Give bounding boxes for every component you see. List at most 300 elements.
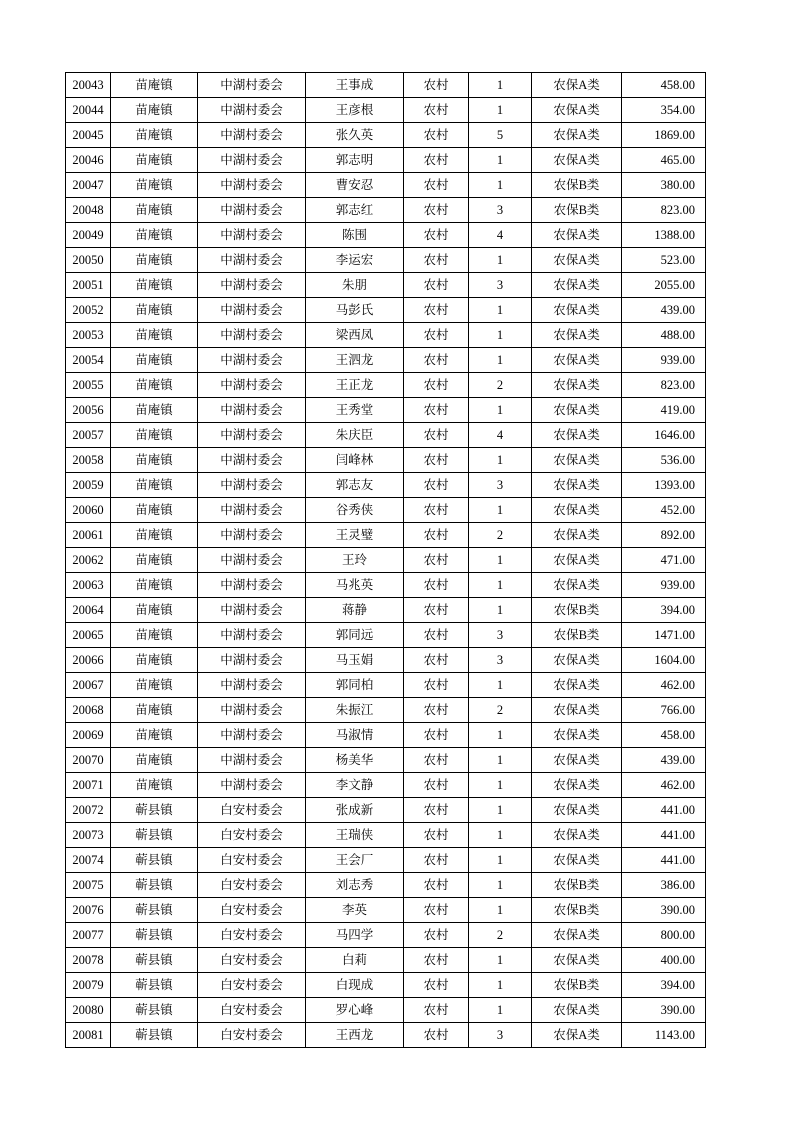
cell-village-committee: 中湖村委会: [198, 448, 306, 473]
cell-insurance-category: 农保A类: [532, 423, 622, 448]
cell-record-id: 20060: [66, 498, 111, 523]
cell-village-committee: 中湖村委会: [198, 548, 306, 573]
cell-record-id: 20045: [66, 123, 111, 148]
table-row: [66, 798, 706, 823]
cell-town: 苗庵镇: [111, 448, 198, 473]
cell-record-id: 20069: [66, 723, 111, 748]
cell-record-id: 20046: [66, 148, 111, 173]
cell-village-committee: 中湖村委会: [198, 673, 306, 698]
cell-village-committee: 中湖村委会: [198, 348, 306, 373]
cell-town: 苗庵镇: [111, 498, 198, 523]
cell-insurance-category: 农保B类: [532, 598, 622, 623]
cell-town: 蕲县镇: [111, 1023, 198, 1048]
cell-village-committee: 中湖村委会: [198, 523, 306, 548]
cell-town: 苗庵镇: [111, 748, 198, 773]
cell-count: 1: [469, 773, 532, 798]
cell-town: 苗庵镇: [111, 348, 198, 373]
cell-record-id: 20068: [66, 698, 111, 723]
cell-town: 蕲县镇: [111, 823, 198, 848]
cell-amount: 939.00: [622, 573, 706, 598]
cell-village-committee: 中湖村委会: [198, 623, 306, 648]
cell-insurance-category: 农保A类: [532, 798, 622, 823]
cell-person-name: 王泗龙: [306, 348, 404, 373]
table-row: [66, 323, 706, 348]
cell-residence-type: 农村: [404, 173, 469, 198]
cell-town: 蕲县镇: [111, 923, 198, 948]
cell-town: 苗庵镇: [111, 373, 198, 398]
table-row: [66, 548, 706, 573]
cell-town: 苗庵镇: [111, 573, 198, 598]
table-row: [66, 148, 706, 173]
cell-village-committee: 中湖村委会: [198, 648, 306, 673]
cell-person-name: 朱庆臣: [306, 423, 404, 448]
cell-person-name: 刘志秀: [306, 873, 404, 898]
cell-insurance-category: 农保B类: [532, 173, 622, 198]
record-table: [65, 72, 706, 1048]
cell-village-committee: 中湖村委会: [198, 323, 306, 348]
cell-town: 苗庵镇: [111, 648, 198, 673]
cell-amount: 462.00: [622, 773, 706, 798]
cell-count: 1: [469, 548, 532, 573]
cell-person-name: 白现成: [306, 973, 404, 998]
cell-count: 1: [469, 823, 532, 848]
cell-record-id: 20081: [66, 1023, 111, 1048]
cell-amount: 471.00: [622, 548, 706, 573]
cell-count: 1: [469, 98, 532, 123]
cell-record-id: 20055: [66, 373, 111, 398]
cell-person-name: 朱朋: [306, 273, 404, 298]
cell-count: 1: [469, 248, 532, 273]
cell-town: 苗庵镇: [111, 198, 198, 223]
cell-count: 2: [469, 523, 532, 548]
cell-residence-type: 农村: [404, 473, 469, 498]
cell-count: 1: [469, 498, 532, 523]
cell-residence-type: 农村: [404, 298, 469, 323]
table-row: [66, 923, 706, 948]
table-row: [66, 573, 706, 598]
cell-count: 3: [469, 198, 532, 223]
cell-record-id: 20072: [66, 798, 111, 823]
cell-record-id: 20073: [66, 823, 111, 848]
cell-residence-type: 农村: [404, 998, 469, 1023]
cell-person-name: 张成新: [306, 798, 404, 823]
cell-village-committee: 白安村委会: [198, 923, 306, 948]
cell-count: 1: [469, 973, 532, 998]
cell-count: 1: [469, 73, 532, 98]
cell-residence-type: 农村: [404, 1023, 469, 1048]
cell-person-name: 马彭氏: [306, 298, 404, 323]
cell-record-id: 20044: [66, 98, 111, 123]
cell-record-id: 20070: [66, 748, 111, 773]
table-row: [66, 273, 706, 298]
table-row: [66, 948, 706, 973]
cell-residence-type: 农村: [404, 498, 469, 523]
cell-residence-type: 农村: [404, 798, 469, 823]
cell-count: 1: [469, 723, 532, 748]
table-row: [66, 598, 706, 623]
cell-record-id: 20054: [66, 348, 111, 373]
cell-residence-type: 农村: [404, 673, 469, 698]
cell-insurance-category: 农保A类: [532, 923, 622, 948]
cell-record-id: 20052: [66, 298, 111, 323]
cell-residence-type: 农村: [404, 373, 469, 398]
table-row: [66, 173, 706, 198]
cell-record-id: 20050: [66, 248, 111, 273]
cell-village-committee: 中湖村委会: [198, 498, 306, 523]
cell-insurance-category: 农保B类: [532, 623, 622, 648]
cell-insurance-category: 农保A类: [532, 548, 622, 573]
cell-count: 1: [469, 448, 532, 473]
cell-amount: 400.00: [622, 948, 706, 973]
cell-residence-type: 农村: [404, 873, 469, 898]
cell-town: 苗庵镇: [111, 598, 198, 623]
cell-count: 2: [469, 373, 532, 398]
cell-village-committee: 白安村委会: [198, 823, 306, 848]
cell-insurance-category: 农保A类: [532, 148, 622, 173]
cell-person-name: 朱振江: [306, 698, 404, 723]
cell-residence-type: 农村: [404, 123, 469, 148]
cell-person-name: 郭志红: [306, 198, 404, 223]
cell-residence-type: 农村: [404, 423, 469, 448]
cell-amount: 1471.00: [622, 623, 706, 648]
cell-insurance-category: 农保A类: [532, 523, 622, 548]
table-row: [66, 198, 706, 223]
cell-amount: 823.00: [622, 373, 706, 398]
cell-residence-type: 农村: [404, 148, 469, 173]
cell-village-committee: 中湖村委会: [198, 398, 306, 423]
cell-count: 1: [469, 148, 532, 173]
table-row: [66, 248, 706, 273]
cell-residence-type: 农村: [404, 248, 469, 273]
cell-person-name: 陈围: [306, 223, 404, 248]
table-row: [66, 123, 706, 148]
cell-village-committee: 中湖村委会: [198, 148, 306, 173]
cell-town: 苗庵镇: [111, 148, 198, 173]
cell-town: 苗庵镇: [111, 423, 198, 448]
cell-town: 蕲县镇: [111, 898, 198, 923]
cell-person-name: 杨美华: [306, 748, 404, 773]
cell-person-name: 王秀堂: [306, 398, 404, 423]
cell-record-id: 20067: [66, 673, 111, 698]
cell-village-committee: 中湖村委会: [198, 698, 306, 723]
cell-village-committee: 中湖村委会: [198, 98, 306, 123]
cell-person-name: 蒋静: [306, 598, 404, 623]
cell-insurance-category: 农保A类: [532, 1023, 622, 1048]
cell-village-committee: 中湖村委会: [198, 298, 306, 323]
cell-amount: 441.00: [622, 823, 706, 848]
cell-residence-type: 农村: [404, 273, 469, 298]
cell-insurance-category: 农保A类: [532, 123, 622, 148]
cell-record-id: 20065: [66, 623, 111, 648]
cell-count: 1: [469, 348, 532, 373]
cell-insurance-category: 农保A类: [532, 298, 622, 323]
cell-amount: 441.00: [622, 848, 706, 873]
cell-residence-type: 农村: [404, 898, 469, 923]
cell-record-id: 20043: [66, 73, 111, 98]
cell-town: 苗庵镇: [111, 623, 198, 648]
cell-town: 苗庵镇: [111, 698, 198, 723]
cell-insurance-category: 农保A类: [532, 323, 622, 348]
cell-person-name: 闫峰林: [306, 448, 404, 473]
cell-amount: 1388.00: [622, 223, 706, 248]
cell-record-id: 20074: [66, 848, 111, 873]
table-row: [66, 398, 706, 423]
record-table-body: [66, 73, 706, 1048]
cell-count: 4: [469, 423, 532, 448]
cell-person-name: 王灵璧: [306, 523, 404, 548]
cell-residence-type: 农村: [404, 848, 469, 873]
cell-town: 蕲县镇: [111, 873, 198, 898]
cell-count: 1: [469, 323, 532, 348]
cell-amount: 1869.00: [622, 123, 706, 148]
cell-residence-type: 农村: [404, 323, 469, 348]
cell-record-id: 20080: [66, 998, 111, 1023]
cell-residence-type: 农村: [404, 648, 469, 673]
cell-village-committee: 中湖村委会: [198, 173, 306, 198]
cell-insurance-category: 农保B类: [532, 898, 622, 923]
cell-insurance-category: 农保B类: [532, 873, 622, 898]
cell-town: 苗庵镇: [111, 98, 198, 123]
cell-amount: 823.00: [622, 198, 706, 223]
cell-town: 苗庵镇: [111, 473, 198, 498]
cell-amount: 380.00: [622, 173, 706, 198]
cell-person-name: 张久英: [306, 123, 404, 148]
cell-insurance-category: 农保A类: [532, 698, 622, 723]
cell-village-committee: 中湖村委会: [198, 223, 306, 248]
cell-town: 苗庵镇: [111, 548, 198, 573]
cell-person-name: 李英: [306, 898, 404, 923]
cell-amount: 390.00: [622, 998, 706, 1023]
cell-amount: 1646.00: [622, 423, 706, 448]
cell-amount: 800.00: [622, 923, 706, 948]
cell-village-committee: 中湖村委会: [198, 373, 306, 398]
cell-amount: 939.00: [622, 348, 706, 373]
table-row: [66, 748, 706, 773]
cell-town: 蕲县镇: [111, 948, 198, 973]
cell-count: 1: [469, 573, 532, 598]
cell-town: 苗庵镇: [111, 173, 198, 198]
cell-count: 1: [469, 673, 532, 698]
cell-amount: 2055.00: [622, 273, 706, 298]
table-row: [66, 998, 706, 1023]
cell-village-committee: 中湖村委会: [198, 573, 306, 598]
table-row: [66, 623, 706, 648]
cell-record-id: 20079: [66, 973, 111, 998]
cell-residence-type: 农村: [404, 698, 469, 723]
cell-amount: 488.00: [622, 323, 706, 348]
cell-insurance-category: 农保A类: [532, 848, 622, 873]
table-row: [66, 1023, 706, 1048]
cell-person-name: 王正龙: [306, 373, 404, 398]
cell-amount: 441.00: [622, 798, 706, 823]
cell-person-name: 马玉娟: [306, 648, 404, 673]
table-row: [66, 673, 706, 698]
cell-count: 5: [469, 123, 532, 148]
cell-village-committee: 中湖村委会: [198, 723, 306, 748]
cell-town: 苗庵镇: [111, 248, 198, 273]
cell-residence-type: 农村: [404, 573, 469, 598]
cell-record-id: 20061: [66, 523, 111, 548]
cell-residence-type: 农村: [404, 823, 469, 848]
cell-village-committee: 白安村委会: [198, 1023, 306, 1048]
cell-count: 3: [469, 473, 532, 498]
table-row: [66, 373, 706, 398]
cell-town: 苗庵镇: [111, 773, 198, 798]
cell-insurance-category: 农保B类: [532, 973, 622, 998]
cell-insurance-category: 农保A类: [532, 773, 622, 798]
cell-town: 蕲县镇: [111, 998, 198, 1023]
cell-insurance-category: 农保A类: [532, 948, 622, 973]
cell-residence-type: 农村: [404, 398, 469, 423]
cell-town: 苗庵镇: [111, 73, 198, 98]
cell-count: 4: [469, 223, 532, 248]
cell-insurance-category: 农保A类: [532, 398, 622, 423]
cell-residence-type: 农村: [404, 773, 469, 798]
cell-residence-type: 农村: [404, 973, 469, 998]
cell-insurance-category: 农保A类: [532, 823, 622, 848]
cell-village-committee: 中湖村委会: [198, 598, 306, 623]
cell-amount: 465.00: [622, 148, 706, 173]
cell-record-id: 20057: [66, 423, 111, 448]
cell-residence-type: 农村: [404, 948, 469, 973]
cell-record-id: 20076: [66, 898, 111, 923]
cell-record-id: 20062: [66, 548, 111, 573]
cell-count: 3: [469, 273, 532, 298]
cell-person-name: 马兆英: [306, 573, 404, 598]
cell-town: 蕲县镇: [111, 973, 198, 998]
cell-count: 1: [469, 948, 532, 973]
cell-person-name: 梁西凤: [306, 323, 404, 348]
cell-village-committee: 中湖村委会: [198, 773, 306, 798]
cell-insurance-category: 农保A类: [532, 348, 622, 373]
cell-count: 3: [469, 623, 532, 648]
cell-record-id: 20051: [66, 273, 111, 298]
cell-person-name: 郭志友: [306, 473, 404, 498]
cell-village-committee: 中湖村委会: [198, 423, 306, 448]
cell-residence-type: 农村: [404, 923, 469, 948]
cell-insurance-category: 农保B类: [532, 198, 622, 223]
cell-town: 苗庵镇: [111, 673, 198, 698]
cell-record-id: 20059: [66, 473, 111, 498]
cell-town: 苗庵镇: [111, 323, 198, 348]
table-row: [66, 348, 706, 373]
cell-person-name: 谷秀侠: [306, 498, 404, 523]
table-row: [66, 898, 706, 923]
cell-person-name: 郭同柏: [306, 673, 404, 698]
cell-count: 2: [469, 923, 532, 948]
cell-person-name: 王西龙: [306, 1023, 404, 1048]
cell-residence-type: 农村: [404, 448, 469, 473]
cell-record-id: 20049: [66, 223, 111, 248]
cell-amount: 766.00: [622, 698, 706, 723]
cell-amount: 536.00: [622, 448, 706, 473]
cell-person-name: 李运宏: [306, 248, 404, 273]
cell-amount: 419.00: [622, 398, 706, 423]
cell-residence-type: 农村: [404, 523, 469, 548]
cell-insurance-category: 农保A类: [532, 248, 622, 273]
cell-person-name: 郭志明: [306, 148, 404, 173]
cell-insurance-category: 农保A类: [532, 223, 622, 248]
cell-record-id: 20064: [66, 598, 111, 623]
cell-amount: 452.00: [622, 498, 706, 523]
table-row: [66, 73, 706, 98]
table-row: [66, 873, 706, 898]
cell-residence-type: 农村: [404, 598, 469, 623]
cell-amount: 439.00: [622, 748, 706, 773]
cell-town: 苗庵镇: [111, 273, 198, 298]
cell-record-id: 20056: [66, 398, 111, 423]
cell-residence-type: 农村: [404, 223, 469, 248]
table-row: [66, 823, 706, 848]
cell-village-committee: 白安村委会: [198, 898, 306, 923]
cell-amount: 523.00: [622, 248, 706, 273]
table-row: [66, 473, 706, 498]
cell-insurance-category: 农保A类: [532, 998, 622, 1023]
cell-amount: 458.00: [622, 723, 706, 748]
cell-count: 1: [469, 798, 532, 823]
cell-count: 1: [469, 998, 532, 1023]
cell-village-committee: 白安村委会: [198, 873, 306, 898]
cell-amount: 386.00: [622, 873, 706, 898]
cell-amount: 439.00: [622, 298, 706, 323]
table-row: [66, 523, 706, 548]
cell-residence-type: 农村: [404, 623, 469, 648]
cell-amount: 1143.00: [622, 1023, 706, 1048]
cell-insurance-category: 农保A类: [532, 273, 622, 298]
table-row: [66, 498, 706, 523]
cell-amount: 1604.00: [622, 648, 706, 673]
cell-count: 1: [469, 173, 532, 198]
cell-count: 1: [469, 298, 532, 323]
table-row: [66, 98, 706, 123]
cell-residence-type: 农村: [404, 548, 469, 573]
cell-amount: 892.00: [622, 523, 706, 548]
cell-record-id: 20075: [66, 873, 111, 898]
table-row: [66, 298, 706, 323]
cell-town: 蕲县镇: [111, 848, 198, 873]
cell-person-name: 白莉: [306, 948, 404, 973]
cell-person-name: 王玲: [306, 548, 404, 573]
cell-village-committee: 中湖村委会: [198, 73, 306, 98]
cell-record-id: 20047: [66, 173, 111, 198]
cell-record-id: 20071: [66, 773, 111, 798]
cell-count: 1: [469, 898, 532, 923]
cell-village-committee: 白安村委会: [198, 948, 306, 973]
table-row: [66, 848, 706, 873]
cell-record-id: 20058: [66, 448, 111, 473]
table-row: [66, 973, 706, 998]
table-row: [66, 448, 706, 473]
cell-person-name: 王彦根: [306, 98, 404, 123]
table-row: [66, 773, 706, 798]
cell-person-name: 李文静: [306, 773, 404, 798]
cell-person-name: 马淑情: [306, 723, 404, 748]
cell-amount: 462.00: [622, 673, 706, 698]
cell-town: 苗庵镇: [111, 223, 198, 248]
cell-village-committee: 白安村委会: [198, 973, 306, 998]
cell-insurance-category: 农保A类: [532, 673, 622, 698]
cell-insurance-category: 农保A类: [532, 748, 622, 773]
cell-count: 2: [469, 698, 532, 723]
cell-count: 3: [469, 1023, 532, 1048]
cell-record-id: 20063: [66, 573, 111, 598]
cell-village-committee: 中湖村委会: [198, 123, 306, 148]
cell-insurance-category: 农保A类: [532, 473, 622, 498]
cell-record-id: 20048: [66, 198, 111, 223]
cell-town: 苗庵镇: [111, 398, 198, 423]
cell-town: 苗庵镇: [111, 123, 198, 148]
cell-record-id: 20078: [66, 948, 111, 973]
